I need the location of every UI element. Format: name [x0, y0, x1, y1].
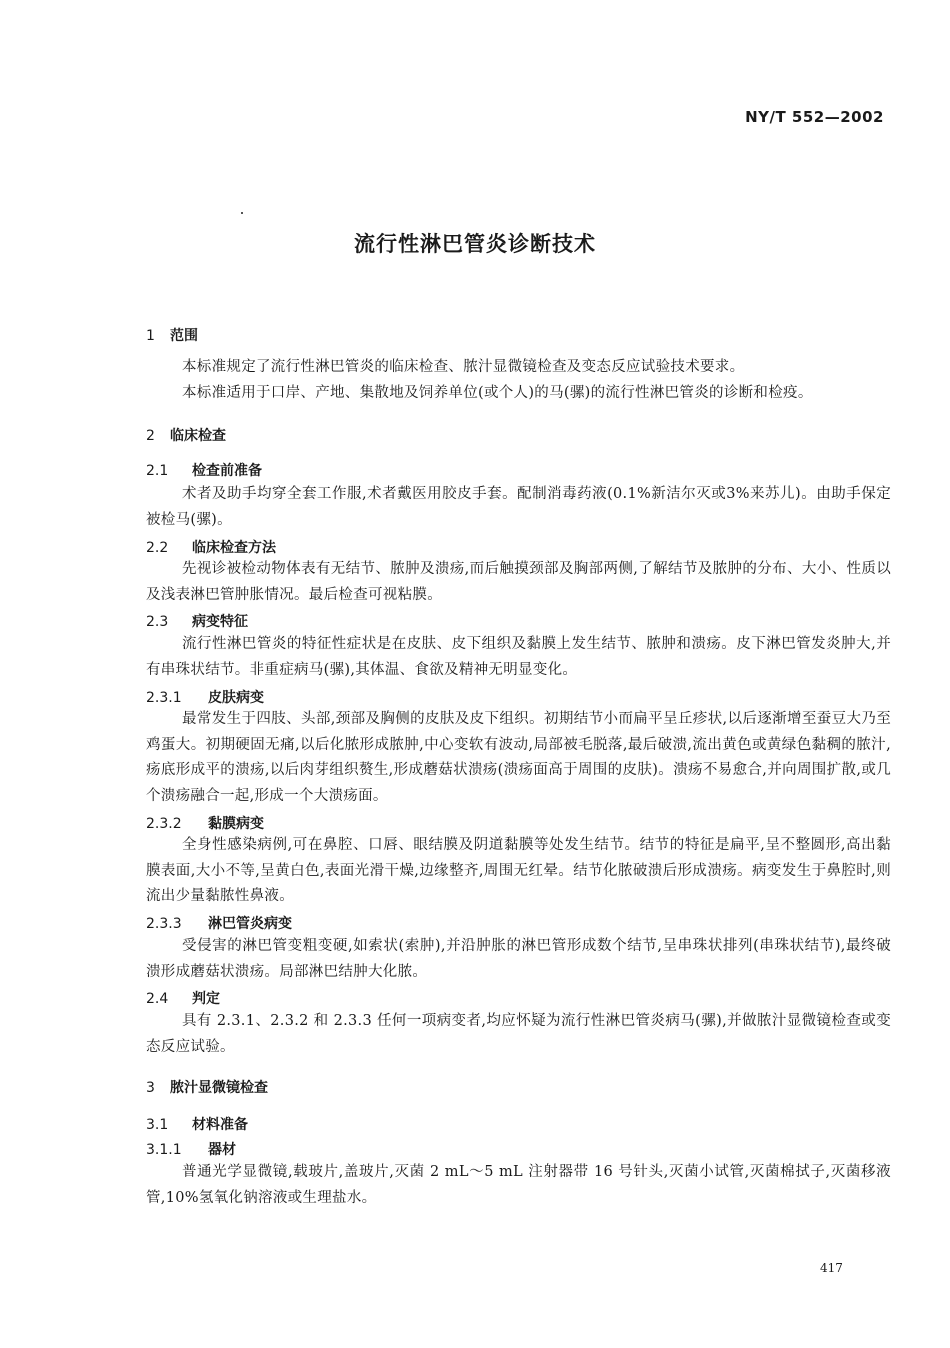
section-heading-2-3: 2.3 病变特征 — [146, 614, 248, 630]
document-title: 流行性淋巴管炎诊断技术 — [354, 232, 596, 256]
section-heading-2-1: 2.1 检查前准备 — [146, 463, 262, 479]
paragraph-1-1: 本标准规定了流行性淋巴管炎的临床检查、脓汁显微镜检查及变态反应试验技术要求。 — [182, 359, 745, 375]
section-heading-2: 2 临床检查 — [146, 428, 226, 444]
section-heading-3: 3 脓汁显微镜检查 — [146, 1080, 268, 1096]
scan-dot — [241, 212, 243, 214]
paragraph-2-3-2: 全身性感染病例,可在鼻腔、口唇、眼结膜及阴道黏膜等处发生结节。结节的特征是扁平,呈不整圆形,高出黏膜表面,大小不等,呈黄白色,表面光滑干燥,边缘整齐,周围无红晕。结节化脓破溃后形成溃疡。病变发生于鼻腔时,则流出少量黏脓性鼻液。 — [146, 837, 891, 904]
paragraph-2-3-1: 最常发生于四肢、头部,颈部及胸侧的皮肤及皮下组织。初期结节小而扁平呈丘疹状,以后逐渐增至蚕豆大乃至鸡蛋大。初期硬固无痛,以后化脓形成脓肿,中心变软有波动,局部被毛脱落,最后破溃,流出黄色或黄绿色黏稠的脓汁,疡底形成平的溃疡,以后肉芽组织赘生,形成蘑菇状溃疡(溃疡面高于周围的皮肤)。溃疡不易愈合,并向周围扩散,或几个溃疡融合一起,形成一个大溃疡面。 — [146, 711, 891, 804]
section-heading-1: 1 范围 — [146, 328, 198, 344]
paragraph-2-3-3: 受侵害的淋巴管变粗变硬,如索状(索肿),并沿肿胀的淋巴管形成数个结节,呈串珠状排列(串珠状结节),最终破溃形成蘑菇状溃疡。局部淋巴结肿大化脓。 — [146, 938, 891, 980]
paragraph-2-2: 先视诊被检动物体表有无结节、脓肿及溃疡,而后触摸颈部及胸部两侧,了解结节及脓肿的分布、大小、性质以及浅表淋巴管肿胀情况。最后检查可视粘膜。 — [146, 561, 891, 603]
paragraph-2-4: 具有 2.3.1、2.3.2 和 2.3.3 任何一项病变者,均应怀疑为流行性淋巴管炎病马(骡),并做脓汁显微镜检查或变态反应试验。 — [146, 1013, 891, 1055]
paragraph-1-2: 本标准适用于口岸、产地、集散地及饲养单位(或个人)的马(骡)的流行性淋巴管炎的诊断和检疫。 — [182, 385, 813, 401]
section-heading-2-3-2: 2.3.2 黏膜病变 — [146, 816, 264, 832]
section-heading-3-1: 3.1 材料准备 — [146, 1117, 248, 1133]
paragraph-2-3: 流行性淋巴管炎的特征性症状是在皮肤、皮下组织及黏膜上发生结节、脓肿和溃疡。皮下淋巴管发炎肿大,并有串珠状结节。非重症病马(骡),其体温、食欲及精神无明显变化。 — [146, 636, 891, 678]
paragraph-3-1-1: 普通光学显微镜,载玻片,盖玻片,灭菌 2 mL～5 mL 注射器带 16 号针头,灭菌小试管,灭菌棉拭子,灭菌移液管,10%氢氧化钠溶液或生理盐水。 — [146, 1164, 891, 1206]
section-heading-2-2: 2.2 临床检查方法 — [146, 540, 276, 556]
paragraph-2-1: 术者及助手均穿全套工作服,术者戴医用胶皮手套。配制消毒药液(0.1%新洁尔灭或3%来苏儿)。由助手保定被检马(骡)。 — [146, 486, 891, 528]
standard-code: NY/T 552—2002 — [745, 108, 884, 126]
section-heading-2-3-1: 2.3.1 皮肤病变 — [146, 690, 264, 706]
section-heading-2-4: 2.4 判定 — [146, 991, 220, 1007]
page-number: 417 — [820, 1261, 843, 1275]
section-heading-3-1-1: 3.1.1 器材 — [146, 1142, 236, 1158]
section-heading-2-3-3: 2.3.3 淋巴管炎病变 — [146, 916, 292, 932]
